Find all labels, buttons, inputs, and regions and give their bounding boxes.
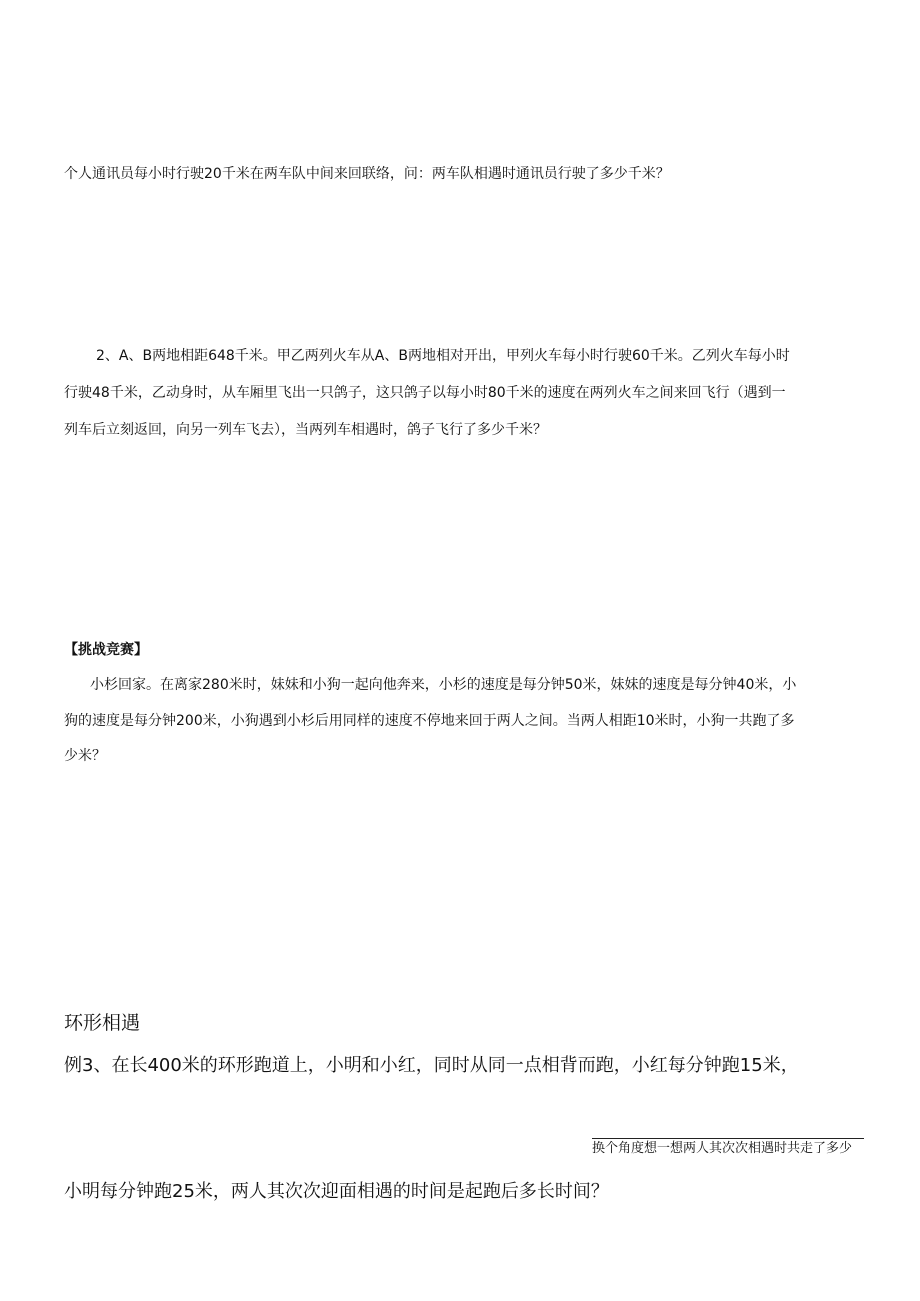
challenge-title: 【挑战竞赛】 [64,642,148,658]
challenge-line-3: 少米？ [64,748,106,764]
problem-2-line-2: 行驶48千米，乙动身时，从车厢里飞出一只鸽子，这只鸽子以每小时80千米的速度在两列火车之间来回飞行（遇到一 [64,385,786,401]
side-note: 换个角度想一想两人其次次相遇时共走了多少 [592,1138,864,1157]
challenge-line-1: 小杉回家。在离家280米时，妹妹和小狗一起向他奔来，小杉的速度是每分钟50米，妹妹的速度是每分钟40米，小 [90,677,797,693]
example-3-line-2: 小明每分钟跑25米，两人其次次迎面相遇的时间是起跑后多长时间？ [64,1181,609,1202]
ring-section-title: 环形相遇 [64,1012,141,1034]
challenge-line-2: 狗的速度是每分钟200米，小狗遇到小杉后用同样的速度不停地来回于两人之间。当两人相距10米时，小狗一共跑了多 [64,713,795,729]
problem-2-line-3: 列车后立刻返回，向另一列车飞去），当两列车相遇时，鸽子飞行了多少千米？ [64,422,547,438]
example-3-line-1: 例3、在长400米的环形跑道上，小明和小红，同时从同一点相背而跑，小红每分钟跑15米， [64,1055,799,1076]
problem-1-line-1: 个人通讯员每小时行驶20千米在两车队中间来回联络，问：两车队相遇时通讯员行驶了多少千米？ [64,166,670,182]
problem-2-line-1: 2、A、B两地相距648千米。甲乙两列火车从A、B两地相对开出，甲列火车每小时行驶60千米。乙列火车每小时 [96,348,790,364]
